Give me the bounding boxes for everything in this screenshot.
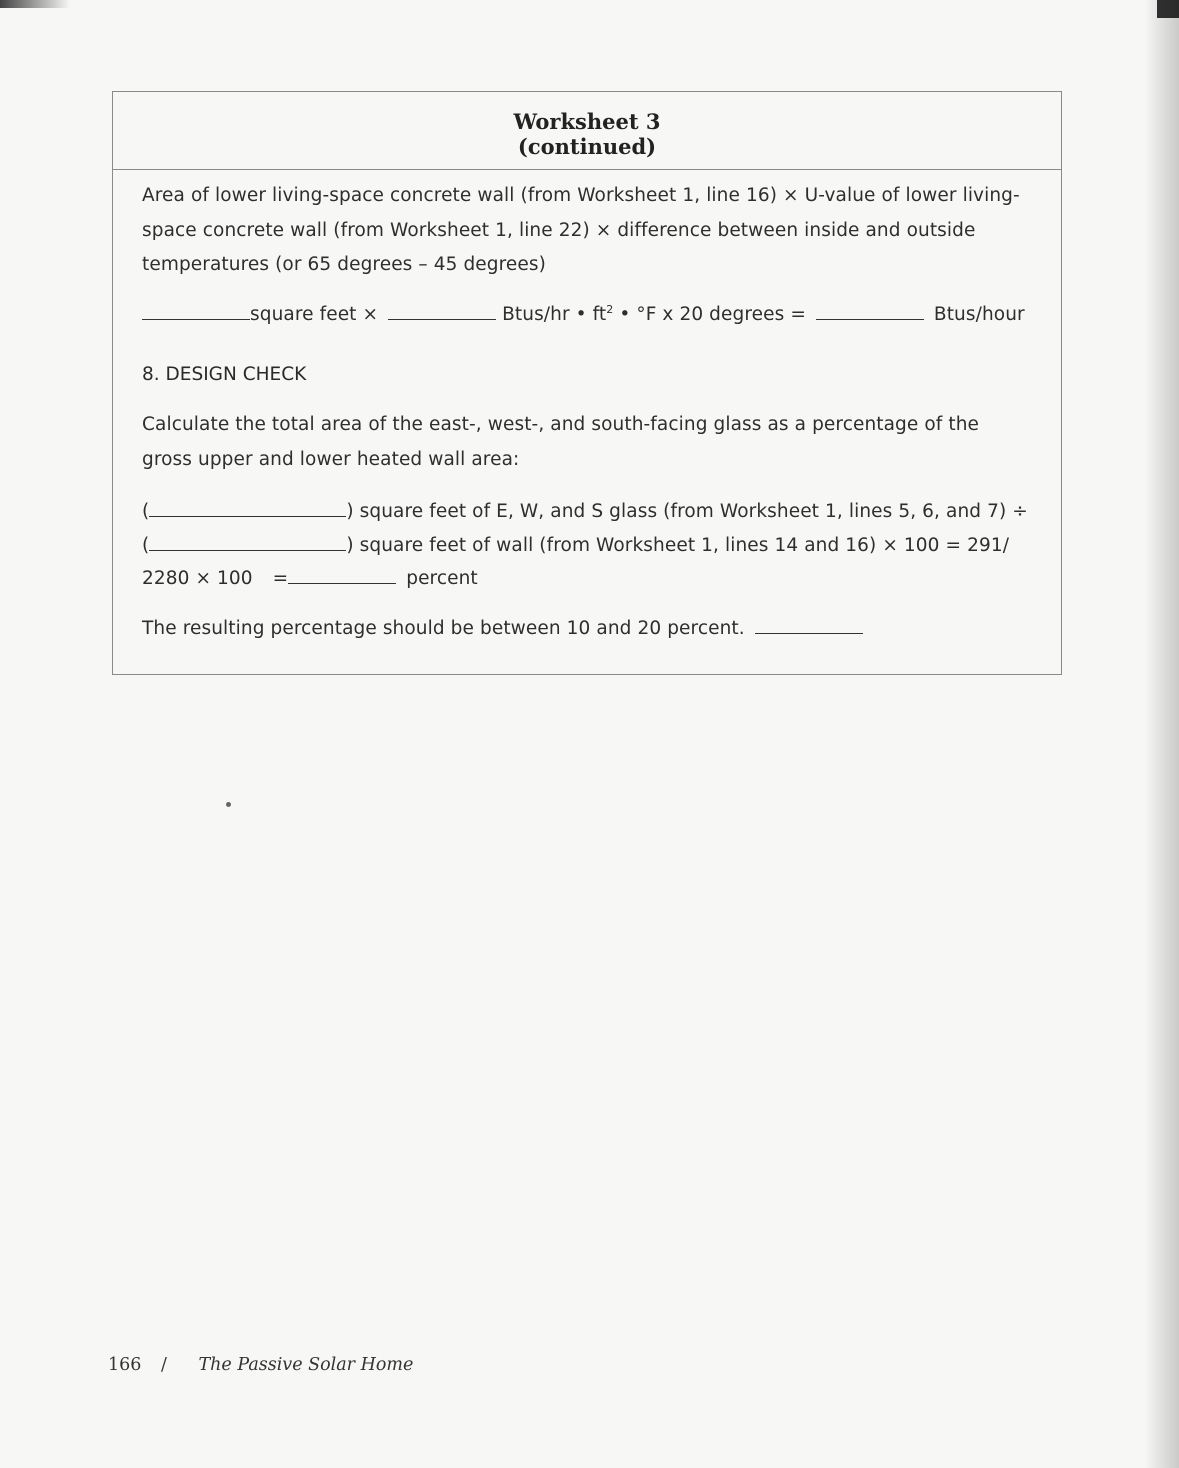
open-paren: (	[142, 535, 150, 556]
footer-separator: /	[160, 1355, 167, 1375]
formula-btus-hour-label: Btus/hour	[933, 304, 1025, 325]
formula-superscript: 2	[606, 302, 614, 316]
wall-area-label: square feet of wall (from Worksheet 1, lines 14 and 16) × 100 = 291/	[359, 535, 1010, 556]
page-edge-shadow	[1145, 0, 1179, 1468]
page-footer	[108, 1355, 413, 1375]
result-check-line	[142, 616, 863, 639]
page-number: 166	[108, 1355, 142, 1375]
glass-area-blank[interactable]	[149, 499, 346, 517]
scan-corner-mark	[0, 0, 70, 8]
result-check-blank[interactable]	[755, 616, 863, 634]
worksheet-header	[113, 92, 1061, 170]
wall-area-blank[interactable]	[149, 533, 346, 551]
close-paren: )	[346, 535, 354, 556]
worksheet-title: Worksheet 3	[513, 109, 661, 134]
calc-prefix: 2280 × 100	[142, 568, 253, 589]
design-check-intro-line-2: gross upper and lower heated wall area:	[142, 449, 520, 470]
calc-percent-label: percent	[406, 568, 478, 589]
open-paren: (	[142, 501, 150, 522]
book-title: The Passive Solar Home	[198, 1355, 414, 1375]
wall-area-line	[142, 533, 1009, 556]
concrete-wall-text-line-2: space concrete wall (from Worksheet 1, line 22) × difference between inside and outside	[142, 220, 976, 241]
calc-equals: =	[272, 568, 289, 589]
concrete-wall-text-line-3: temperatures (or 65 degrees – 45 degrees)	[142, 254, 546, 275]
heat-loss-formula	[142, 302, 1025, 325]
design-check-intro-line-1: Calculate the total area of the east-, west-, and south-facing glass as a percentage of the	[142, 414, 980, 435]
concrete-wall-text-line-1: Area of lower living-space concrete wall (from Worksheet 1, line 16) × U-value of lower living-	[142, 185, 1020, 206]
percent-calculation-line	[142, 566, 478, 589]
worksheet-subtitle: (continued)	[517, 134, 657, 159]
glass-area-label: square feet of E, W, and S glass (from Worksheet 1, lines 5, 6, and 7) ÷	[359, 501, 1028, 522]
glass-area-line	[142, 499, 1028, 522]
scan-speck	[226, 802, 231, 807]
formula-btus-label: Btus/hr • ft	[502, 304, 607, 325]
heat-loss-result-blank[interactable]	[816, 302, 924, 320]
close-paren: )	[346, 501, 354, 522]
result-check-text: The resulting percentage should be between 10 and 20 percent.	[142, 618, 745, 639]
area-blank[interactable]	[142, 302, 250, 320]
u-value-blank[interactable]	[388, 302, 496, 320]
percent-blank[interactable]	[288, 566, 396, 584]
formula-square-feet-label: square feet ×	[250, 304, 379, 325]
formula-degrees-label: • °F x 20 degrees =	[613, 304, 806, 325]
design-check-heading: 8. DESIGN CHECK	[142, 364, 307, 385]
